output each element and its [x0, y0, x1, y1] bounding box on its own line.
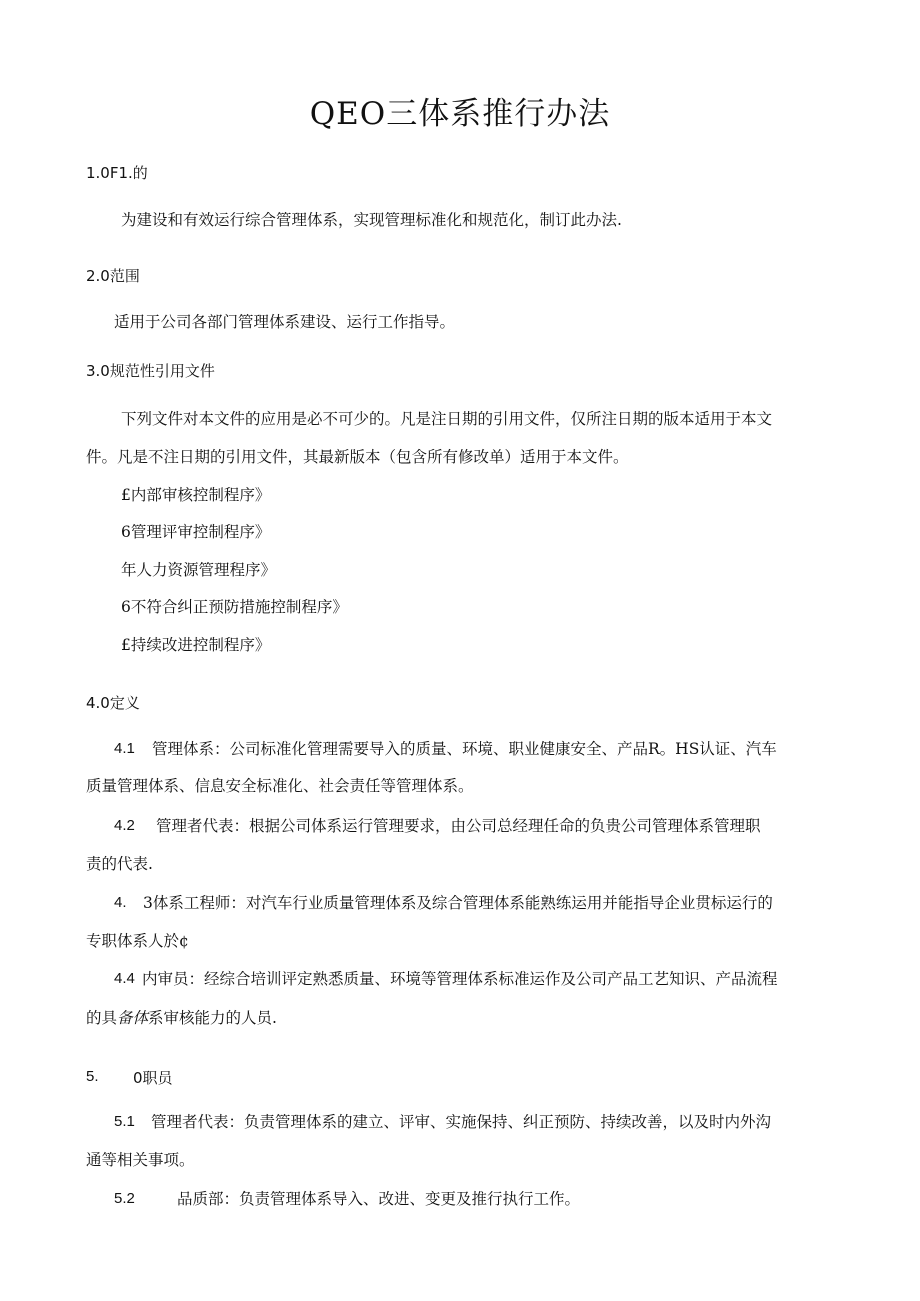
definition-text-line1: 管理者代表：根据公司体系运行管理要求，由公司总经理任命的负贵公司管理体系管理职 [156, 817, 761, 835]
definition-text-line2: 责的代表. [86, 855, 153, 873]
section-1-body: 为建设和有效运行综合管理体系，实现管理标准化和规范化，制订此办法. [121, 211, 622, 229]
reference-item: 6不符合纠正预防措施控制程序》 [121, 598, 348, 616]
definition-text-line1: 3体系工程师：对汽车行业质量管理体系及综合管理体系能熟练运用并能指导企业贯标运行的 [143, 894, 773, 912]
section-3-heading: 3.0规范性引用文件 [86, 362, 215, 380]
definition-text-pre: 的具 [86, 1009, 118, 1027]
definition-text-line2 [86, 1008, 277, 1028]
definition-text-line2: 专职体系人於¢ [86, 932, 189, 950]
reference-item: £持续改进控制程序》 [121, 636, 271, 654]
section-5-heading: 0职员 [133, 1069, 173, 1087]
responsibility-number: 5.1 [114, 1113, 135, 1130]
section-3-body-line2: 件。凡是不注日期的引用文件，其最新版本（包含所有修改单）适用于本文件。 [86, 448, 629, 466]
definition-text-post: 系审核能力的人员. [148, 1009, 277, 1027]
definition-number: 4. [114, 894, 127, 911]
section-1-heading: 1.0F1.的 [86, 164, 148, 182]
definition-number: 4.2 [114, 817, 135, 834]
responsibility-text-line1: 管理者代表：负责管理体系的建立、评审、实施保持、纠正预防、持续改善，以及时内外沟 [151, 1113, 772, 1131]
definition-text-italic: 备体 [117, 1009, 149, 1027]
reference-item: 6管理评审控制程序》 [121, 523, 271, 541]
section-3-body-line1: 下列文件对本文件的应用是必不可少的。凡是注日期的引用文件，仅所注日期的版本适用于本文 [121, 410, 773, 428]
definition-number: 4.1 [114, 740, 135, 757]
responsibility-number: 5.2 [114, 1190, 135, 1207]
reference-item: £内部审核控制程序》 [121, 486, 271, 504]
definition-text-line1: 内审员：经综合培训评定熟悉质量、环境等管理体系标准运作及公司产品工艺知识、产品流程 [142, 970, 778, 988]
definition-text-line1: 管理体系：公司标准化管理需要导入的质量、环境、职业健康安全、产品R。HS认证、汽车 [152, 740, 777, 758]
section-2-heading: 2.0范围 [86, 267, 140, 285]
section-5-heading-number: 5. [86, 1068, 99, 1085]
reference-item: 年人力资源管理程序》 [121, 561, 277, 579]
page-title: QEO三体系推行办法 [309, 96, 611, 132]
section-2-body: 适用于公司各部门管理体系建设、运行工作指导。 [114, 313, 456, 331]
responsibility-text-line2: 通等相关事项。 [86, 1151, 195, 1169]
responsibility-text-line1: 品质部：负责管理体系导入、改进、变更及推行执行工作。 [177, 1190, 581, 1208]
definition-number: 4.4 [114, 970, 135, 987]
definition-text-line2: 质量管理体系、信息安全标准化、社会责任等管理体系。 [86, 777, 474, 795]
section-4-heading: 4.0定义 [86, 694, 140, 712]
